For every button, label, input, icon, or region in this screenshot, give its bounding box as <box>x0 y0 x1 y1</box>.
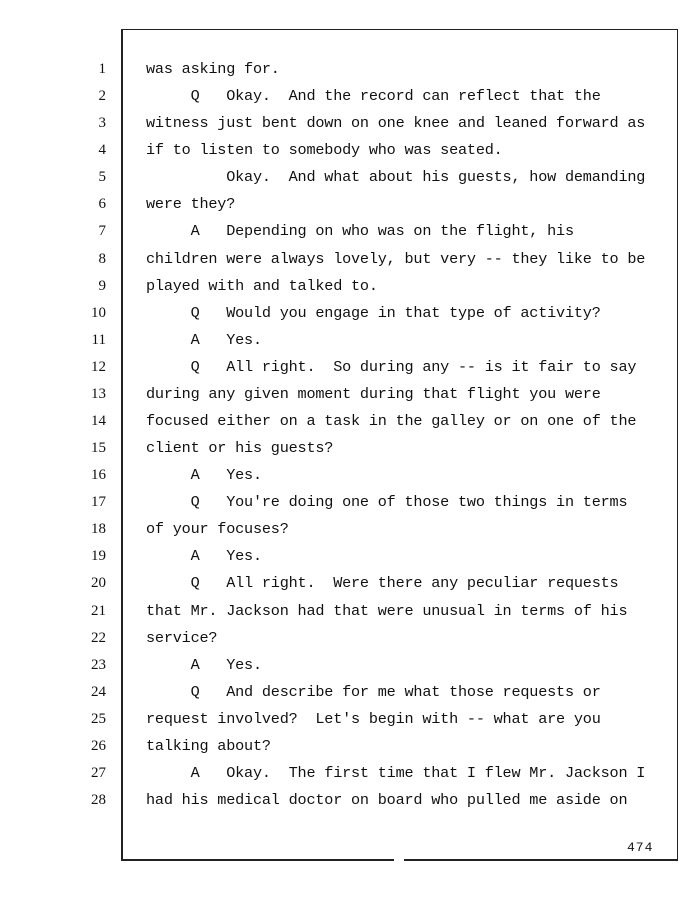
transcript-line: Q And describe for me what those requests or <box>146 682 601 701</box>
line-number: 18 <box>91 521 106 538</box>
transcript-line: if to listen to somebody who was seated. <box>146 141 503 160</box>
transcript-line: Okay. And what about his guests, how demanding <box>146 168 646 187</box>
line-number: 9 <box>98 277 106 294</box>
line-number: 22 <box>91 629 106 646</box>
transcript-line: service? <box>146 628 218 647</box>
bottom-rule-right <box>404 859 678 861</box>
line-number: 2 <box>98 88 106 105</box>
line-number: 14 <box>91 413 106 430</box>
line-number: 12 <box>91 358 106 375</box>
transcript-line: A Yes. <box>146 547 262 566</box>
line-number: 20 <box>91 575 106 592</box>
line-number: 15 <box>91 440 106 457</box>
line-number: 6 <box>98 196 106 213</box>
line-number: 25 <box>91 710 106 727</box>
transcript-line: A Okay. The first time that I flew Mr. Jackson I <box>146 764 646 783</box>
transcript-line: Q All right. Were there any peculiar requests <box>146 574 619 593</box>
line-number: 28 <box>91 792 106 809</box>
line-number: 21 <box>91 602 106 619</box>
line-number: 13 <box>91 385 106 402</box>
transcript-line: Q Okay. And the record can reflect that the <box>146 87 601 106</box>
transcript-line: witness just bent down on one knee and leaned forward as <box>146 114 646 133</box>
line-number: 7 <box>98 223 106 240</box>
line-number: 17 <box>91 494 106 511</box>
transcript-line: was asking for. <box>146 60 280 78</box>
line-number: 23 <box>91 656 106 673</box>
transcript-line: A Yes. <box>146 466 262 485</box>
transcript-line: had his medical doctor on board who pulled me aside on <box>146 791 628 810</box>
line-number: 11 <box>91 331 106 348</box>
page-number: 474 <box>627 840 654 855</box>
transcript-line: request involved? Let's begin with -- what are you <box>146 709 601 728</box>
line-number: 10 <box>91 304 106 321</box>
transcript-line: during any given moment during that flight you were <box>146 384 601 403</box>
transcript-line: focused either on a task in the galley or on one of the <box>146 412 637 431</box>
transcript-line: played with and talked to. <box>146 276 378 295</box>
transcript-line: client or his guests? <box>146 439 334 458</box>
transcript-line: Q Would you engage in that type of activity? <box>146 303 601 322</box>
line-number: 3 <box>98 115 106 132</box>
transcript-line: talking about? <box>146 736 271 755</box>
line-number-column <box>70 56 106 814</box>
line-number: 4 <box>98 142 106 159</box>
transcript-body <box>146 56 672 814</box>
line-number: 8 <box>98 250 106 267</box>
transcript-line: A Yes. <box>146 330 262 349</box>
line-number: 26 <box>91 737 106 754</box>
line-number: 1 <box>98 61 106 77</box>
line-number: 16 <box>91 467 106 484</box>
bottom-rule-left <box>121 859 394 861</box>
transcript-line: children were always lovely, but very -- they like to be <box>146 249 646 268</box>
line-number: 5 <box>98 169 106 186</box>
transcript-line: that Mr. Jackson had that were unusual in terms of his <box>146 601 628 620</box>
transcript-line: A Depending on who was on the flight, his <box>146 222 574 241</box>
transcript-line: A Yes. <box>146 655 262 674</box>
transcript-line: Q You're doing one of those two things in terms <box>146 493 628 512</box>
line-number: 27 <box>91 765 106 782</box>
line-number: 24 <box>91 683 106 700</box>
transcript-line: were they? <box>146 195 236 214</box>
transcript-line: Q All right. So during any -- is it fair to say <box>146 357 637 376</box>
line-number: 19 <box>91 548 106 565</box>
transcript-line: of your focuses? <box>146 520 289 539</box>
